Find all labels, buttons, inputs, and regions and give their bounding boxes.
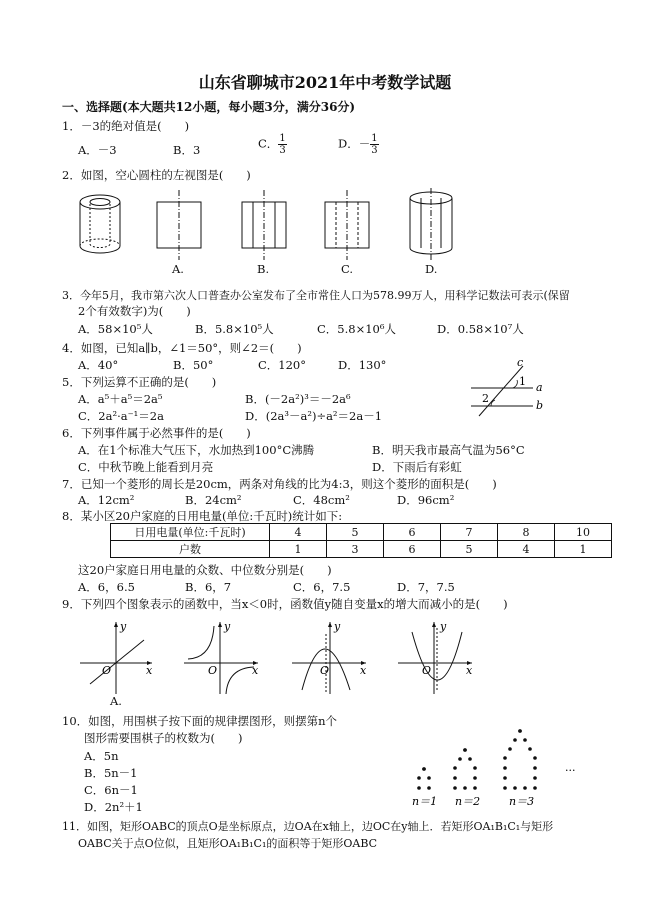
table-cell: 3 xyxy=(327,541,384,558)
go-stone xyxy=(468,757,472,761)
q2-option-d-figure xyxy=(402,186,462,266)
q10-stem-line1: 10．如图，用围棋子按下面的规律摆图形，则摆第n个 xyxy=(62,714,338,728)
q3-option-b: B．5.8×10⁵人 xyxy=(195,322,274,336)
table-cell: 7 xyxy=(441,524,498,541)
q2-label-c: C. xyxy=(341,262,354,276)
table-cell: 4 xyxy=(270,524,327,541)
q10-label-n2: n＝2 xyxy=(455,795,481,808)
table-cell: 10 xyxy=(555,524,612,541)
q8-option-b: B．6，7 xyxy=(185,580,232,594)
q8-option-d: D．7，7.5 xyxy=(397,580,455,594)
q10-ellipsis: ··· xyxy=(565,764,576,777)
q2-option-b-figure xyxy=(235,188,295,268)
go-stone xyxy=(417,776,421,780)
q4-angle-2: 2 xyxy=(482,392,489,405)
q9-b-x-label: x xyxy=(252,664,259,677)
q4-option-a: A．40° xyxy=(78,358,119,372)
go-stone xyxy=(458,757,462,761)
pattern-n2 xyxy=(453,748,477,790)
table-cell: 6 xyxy=(384,524,441,541)
go-stone xyxy=(453,766,457,770)
q4-stem: 4．如图，已知a∥b，∠1＝50°，则∠2＝( ) xyxy=(62,341,302,355)
q6-option-d: D．下雨后有彩虹 xyxy=(372,460,462,474)
q1-option-c: C． $\frac{1}{3}$ xyxy=(258,133,286,156)
q11-stem-line2: OABC关于点O位似，且矩形OA₁B₁C₁的面积等于矩形OABC xyxy=(78,837,378,850)
pattern-n1 xyxy=(417,767,431,790)
q2-option-c-figure xyxy=(318,188,378,268)
q9-stem: 9．下列四个图象表示的函数中，当x＜0时，函数值y随自变量x的增大而减小的是( ) xyxy=(62,597,508,611)
q2-label-a: A. xyxy=(172,262,184,276)
table-cell: 1 xyxy=(270,541,327,558)
q5-stem: 5．下列运算不正确的是( ) xyxy=(62,375,217,389)
table-row xyxy=(111,541,612,558)
q4-option-b: B．50° xyxy=(173,358,214,372)
table-cell: 户数 xyxy=(111,541,270,558)
q4-angle-1: 1 xyxy=(519,375,526,388)
q2-label-b: B. xyxy=(257,262,270,276)
table-cell: 日用电量(单位:千瓦时) xyxy=(111,524,270,541)
q9-d-y-label: y xyxy=(440,620,447,633)
q7-option-a: A．12cm² xyxy=(78,493,135,507)
go-stone xyxy=(427,786,431,790)
q8-tail: 这20户家庭日用电量的众数、中位数分别是( ) xyxy=(78,563,332,577)
q3-stem-line1: 3．今年5月，我市第六次人口普查办公室发布了全市常住人口为578.99万人，用科学记数法可表示(保留 xyxy=(62,289,570,302)
go-stone xyxy=(503,766,507,770)
q2-option-a-figure xyxy=(150,188,210,268)
q9-a-y-label: y xyxy=(120,620,127,633)
q9-graph-a xyxy=(78,618,158,698)
q6-option-a: A．在1个标准大气压下，水加热到100°C沸腾 xyxy=(78,443,315,457)
q9-label-a: A. xyxy=(110,694,122,708)
q9-graph-d xyxy=(396,618,476,698)
q8-option-c: C．6，7.5 xyxy=(293,580,351,594)
go-stone xyxy=(533,756,537,760)
q9-c-y-label: y xyxy=(334,620,341,633)
table-cell: 6 xyxy=(384,541,441,558)
q2-label-d: D. xyxy=(425,262,438,276)
go-stone xyxy=(422,767,426,771)
q10-option-b: B．5n－1 xyxy=(84,766,138,780)
q4-label-b: b xyxy=(536,399,544,412)
q6-option-c: C．中秋节晚上能看到月亮 xyxy=(78,460,214,474)
q3-option-a: A．58×10⁵人 xyxy=(78,322,153,336)
go-stone xyxy=(533,776,537,780)
table-cell: 1 xyxy=(555,541,612,558)
q10-option-a: A．5n xyxy=(84,749,119,763)
go-stone xyxy=(453,786,457,790)
q9-a-origin: O xyxy=(102,664,112,677)
q10-option-c: C．6n－1 xyxy=(84,783,138,797)
go-stone xyxy=(518,729,522,733)
go-stone xyxy=(523,786,527,790)
go-stone xyxy=(463,786,467,790)
q2-stem: 2．如图，空心圆柱的左视图是( ) xyxy=(62,168,251,182)
q10-option-d: D．2n²＋1 xyxy=(84,800,143,814)
q2-cylinder-figure xyxy=(72,190,132,260)
q10-label-n1: n＝1 xyxy=(412,795,438,808)
q3-option-d: D．0.58×10⁷人 xyxy=(437,322,524,336)
table-cell: 5 xyxy=(327,524,384,541)
page-title: 山东省聊城市2021年中考数学试题 xyxy=(198,73,452,92)
q7-stem: 7．已知一个菱形的周长是20cm，两条对角线的比为4:3，则这个菱形的面积是( ) xyxy=(62,477,497,491)
go-stone xyxy=(508,747,512,751)
q7-option-c: C．48cm² xyxy=(293,493,350,507)
q10-label-n3: n＝3 xyxy=(509,795,535,808)
q6-option-b: B．明天我市最高气温为56°C xyxy=(372,443,525,457)
q9-c-origin: O xyxy=(320,664,330,677)
go-stone xyxy=(503,756,507,760)
q10-stem-line2: 图形需要围棋子的枚数为( ) xyxy=(84,731,243,745)
q5-option-a: A．a⁵＋a⁵＝2a⁵ xyxy=(78,392,163,406)
q9-b-y-label: y xyxy=(224,620,231,633)
go-stone xyxy=(513,738,517,742)
go-stone xyxy=(523,738,527,742)
q7-option-b: B．24cm² xyxy=(185,493,242,507)
q1-option-a: A．－3 xyxy=(78,143,117,157)
pattern-n3 xyxy=(503,729,537,790)
go-stone xyxy=(503,786,507,790)
q3-stem-line2: 2个有效数字)为( ) xyxy=(78,304,191,318)
table-cell: 4 xyxy=(498,541,555,558)
go-stone xyxy=(473,776,477,780)
q10-go-stone-patterns xyxy=(405,712,605,812)
go-stone xyxy=(503,776,507,780)
q8-stem: 8．某小区20户家庭的日用电量(单位:千瓦时)统计如下: xyxy=(62,509,343,523)
q4-label-c: c xyxy=(517,356,524,369)
go-stone xyxy=(528,747,532,751)
q6-stem: 6．下列事件属于必然事件的是( ) xyxy=(62,426,251,440)
q5-option-d: D．(2a³－a²)÷a²＝2a－1 xyxy=(245,409,383,423)
go-stone xyxy=(533,766,537,770)
q5-option-b: B．(－2a²)³＝－2a⁶ xyxy=(245,392,351,406)
q5-option-c: C．2a²·a⁻¹＝2a xyxy=(78,409,164,423)
section-heading: 一、选择题(本大题共12小题，每小题3分，满分36分) xyxy=(62,100,356,114)
q3-option-c: C．5.8×10⁶人 xyxy=(317,322,396,336)
q9-d-x-label: x xyxy=(466,664,473,677)
go-stone xyxy=(417,786,421,790)
q9-a-x-label: x xyxy=(146,664,153,677)
q8-data-table xyxy=(110,523,612,558)
q9-graph-b xyxy=(182,618,262,698)
go-stone xyxy=(473,766,477,770)
q9-d-origin: O xyxy=(422,664,432,677)
go-stone xyxy=(453,776,457,780)
go-stone xyxy=(463,748,467,752)
go-stone xyxy=(533,786,537,790)
q1-stem: 1．－3的绝对值是( ) xyxy=(62,119,190,133)
go-stone xyxy=(427,776,431,780)
q7-option-d: D．96cm² xyxy=(397,493,455,507)
q4-option-c: C．120° xyxy=(258,358,306,372)
q4-label-a: a xyxy=(536,381,543,394)
go-stone xyxy=(513,786,517,790)
q9-b-origin: O xyxy=(208,664,218,677)
q11-stem-line1: 11．如图，矩形OABC的顶点O是坐标原点，边OA在x轴上，边OC在y轴上．若矩形OA₁B₁C₁与矩形 xyxy=(62,820,554,833)
q9-c-x-label: x xyxy=(360,664,367,677)
q4-parallel-lines-figure xyxy=(465,358,555,418)
q1-option-b: B．3 xyxy=(173,143,201,157)
table-row xyxy=(111,524,612,541)
q8-option-a: A．6，6.5 xyxy=(78,580,135,594)
q9-graph-c xyxy=(290,618,370,698)
table-cell: 5 xyxy=(441,541,498,558)
table-cell: 8 xyxy=(498,524,555,541)
go-stone xyxy=(473,786,477,790)
q1-option-d: D．－ $\frac{1}{3}$ xyxy=(338,133,378,156)
q4-option-d: D．130° xyxy=(338,358,387,372)
